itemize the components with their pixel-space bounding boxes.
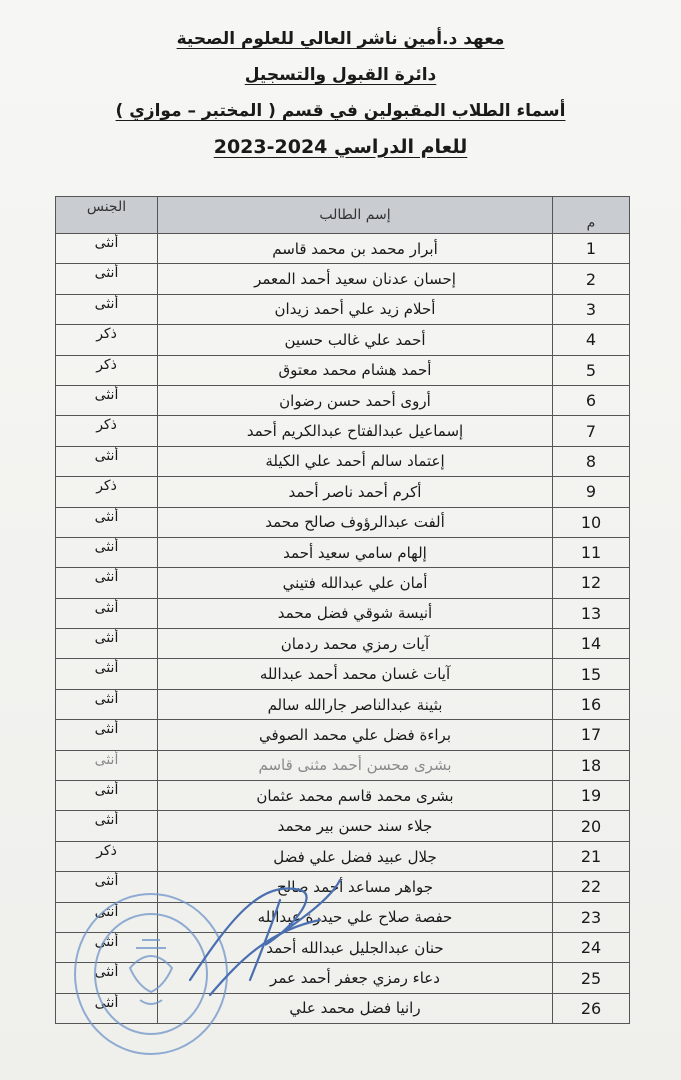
row-student-name: جواهر مساعد أحمد صالح bbox=[158, 872, 553, 902]
table-row bbox=[56, 781, 630, 811]
list-title: أسماء الطلاب المقبولين في قسم ( المختبر – موازي ) bbox=[115, 101, 566, 121]
table-row bbox=[56, 507, 630, 537]
table-row bbox=[56, 659, 630, 689]
header-name: إسم الطالب bbox=[158, 197, 553, 234]
academic-year: للعام الدراسي 2024-2023 bbox=[213, 136, 468, 158]
header-gender: الجنس bbox=[56, 197, 158, 234]
table-row bbox=[56, 720, 630, 750]
table-row bbox=[56, 993, 630, 1023]
row-num: 20 bbox=[553, 811, 630, 841]
row-num: 12 bbox=[553, 568, 630, 598]
row-num: 18 bbox=[553, 750, 630, 780]
row-num: 11 bbox=[553, 537, 630, 567]
row-num: 23 bbox=[553, 902, 630, 932]
table-row bbox=[56, 446, 630, 476]
row-gender: أنثى bbox=[56, 385, 158, 415]
row-gender: ذكر bbox=[56, 477, 158, 507]
row-num: 3 bbox=[553, 294, 630, 324]
table-row bbox=[56, 963, 630, 993]
row-gender: أنثى bbox=[56, 932, 158, 962]
row-num: 2 bbox=[553, 264, 630, 294]
table-row bbox=[56, 325, 630, 355]
row-student-name: إعتماد سالم أحمد علي الكيلة bbox=[158, 446, 553, 476]
row-student-name: إحسان عدنان سعيد أحمد المعمر bbox=[158, 264, 553, 294]
row-student-name: إسماعيل عبدالفتاح عبدالكريم أحمد bbox=[158, 416, 553, 446]
row-gender: أنثى bbox=[56, 507, 158, 537]
table-row bbox=[56, 841, 630, 871]
row-num: 9 bbox=[553, 477, 630, 507]
row-student-name: حفصة صلاح علي حيدرة عبدالله bbox=[158, 902, 553, 932]
row-gender: ذكر bbox=[56, 325, 158, 355]
row-gender: أنثى bbox=[56, 537, 158, 567]
table-row bbox=[56, 234, 630, 264]
row-student-name: ألفت عبدالرؤوف صالح محمد bbox=[158, 507, 553, 537]
row-num: 15 bbox=[553, 659, 630, 689]
row-num: 24 bbox=[553, 932, 630, 962]
row-num: 19 bbox=[553, 781, 630, 811]
row-num: 21 bbox=[553, 841, 630, 871]
table-row bbox=[56, 537, 630, 567]
table-row bbox=[56, 902, 630, 932]
row-student-name: أروى أحمد حسن رضوان bbox=[158, 385, 553, 415]
row-num: 26 bbox=[553, 993, 630, 1023]
row-student-name: بثينة عبدالناصر جارالله سالم bbox=[158, 689, 553, 719]
row-student-name: آيات غسان محمد أحمد عبدالله bbox=[158, 659, 553, 689]
row-gender: أنثى bbox=[56, 750, 158, 780]
row-gender: أنثى bbox=[56, 689, 158, 719]
row-gender: أنثى bbox=[56, 568, 158, 598]
row-gender: أنثى bbox=[56, 234, 158, 264]
row-gender: أنثى bbox=[56, 963, 158, 993]
row-gender: أنثى bbox=[56, 598, 158, 628]
row-gender: أنثى bbox=[56, 294, 158, 324]
table-row bbox=[56, 872, 630, 902]
row-gender: أنثى bbox=[56, 720, 158, 750]
table-row bbox=[56, 932, 630, 962]
row-num: 6 bbox=[553, 385, 630, 415]
header-num: م bbox=[553, 197, 630, 234]
row-student-name: حنان عبدالجليل عبدالله أحمد bbox=[158, 932, 553, 962]
row-gender: أنثى bbox=[56, 264, 158, 294]
row-student-name: بشرى محمد قاسم محمد عثمان bbox=[158, 781, 553, 811]
row-num: 10 bbox=[553, 507, 630, 537]
document-header bbox=[0, 28, 681, 172]
row-gender: ذكر bbox=[56, 841, 158, 871]
row-student-name: أمان علي عبدالله فتيني bbox=[158, 568, 553, 598]
table-row bbox=[56, 416, 630, 446]
row-gender: أنثى bbox=[56, 993, 158, 1023]
row-student-name: جلاء سند حسن بير محمد bbox=[158, 811, 553, 841]
row-student-name: جلال عبيد فضل علي فضل bbox=[158, 841, 553, 871]
department-name: دائرة القبول والتسجيل bbox=[244, 65, 437, 85]
row-student-name: رانيا فضل محمد علي bbox=[158, 993, 553, 1023]
row-gender: أنثى bbox=[56, 781, 158, 811]
row-num: 25 bbox=[553, 963, 630, 993]
row-num: 13 bbox=[553, 598, 630, 628]
row-gender: أنثى bbox=[56, 811, 158, 841]
row-gender: أنثى bbox=[56, 659, 158, 689]
table-row bbox=[56, 598, 630, 628]
row-student-name: أنيسة شوقي فضل محمد bbox=[158, 598, 553, 628]
row-gender: أنثى bbox=[56, 872, 158, 902]
row-gender: أنثى bbox=[56, 446, 158, 476]
students-table bbox=[55, 196, 630, 1024]
row-student-name: أحمد هشام محمد معتوق bbox=[158, 355, 553, 385]
table-body bbox=[56, 234, 630, 1024]
row-num: 8 bbox=[553, 446, 630, 476]
row-student-name: أحمد علي غالب حسين bbox=[158, 325, 553, 355]
table-header-row bbox=[56, 197, 630, 234]
row-num: 16 bbox=[553, 689, 630, 719]
table-row bbox=[56, 294, 630, 324]
table-row bbox=[56, 629, 630, 659]
row-num: 17 bbox=[553, 720, 630, 750]
row-gender: ذكر bbox=[56, 416, 158, 446]
table-row bbox=[56, 689, 630, 719]
table-row bbox=[56, 385, 630, 415]
row-num: 5 bbox=[553, 355, 630, 385]
row-student-name: أحلام زيد علي أحمد زيدان bbox=[158, 294, 553, 324]
row-num: 4 bbox=[553, 325, 630, 355]
row-student-name: إلهام سامي سعيد أحمد bbox=[158, 537, 553, 567]
table-row bbox=[56, 568, 630, 598]
row-num: 22 bbox=[553, 872, 630, 902]
row-student-name: أكرم أحمد ناصر أحمد bbox=[158, 477, 553, 507]
row-student-name: براءة فضل علي محمد الصوفي bbox=[158, 720, 553, 750]
row-num: 1 bbox=[553, 234, 630, 264]
row-num: 14 bbox=[553, 629, 630, 659]
table-row bbox=[56, 750, 630, 780]
row-num: 7 bbox=[553, 416, 630, 446]
row-student-name: آيات رمزي محمد ردمان bbox=[158, 629, 553, 659]
row-student-name: دعاء رمزي جعفر أحمد عمر bbox=[158, 963, 553, 993]
table-row bbox=[56, 264, 630, 294]
table-row bbox=[56, 355, 630, 385]
institute-name: معهد د.أمين ناشر العالي للعلوم الصحية bbox=[176, 29, 505, 49]
row-student-name: أبرار محمد بن محمد قاسم bbox=[158, 234, 553, 264]
row-student-name: بشرى محسن أحمد مثنى قاسم bbox=[158, 750, 553, 780]
row-gender: ذكر bbox=[56, 355, 158, 385]
table-row bbox=[56, 811, 630, 841]
table-row bbox=[56, 477, 630, 507]
row-gender: أنثى bbox=[56, 629, 158, 659]
row-gender: أنثى bbox=[56, 902, 158, 932]
